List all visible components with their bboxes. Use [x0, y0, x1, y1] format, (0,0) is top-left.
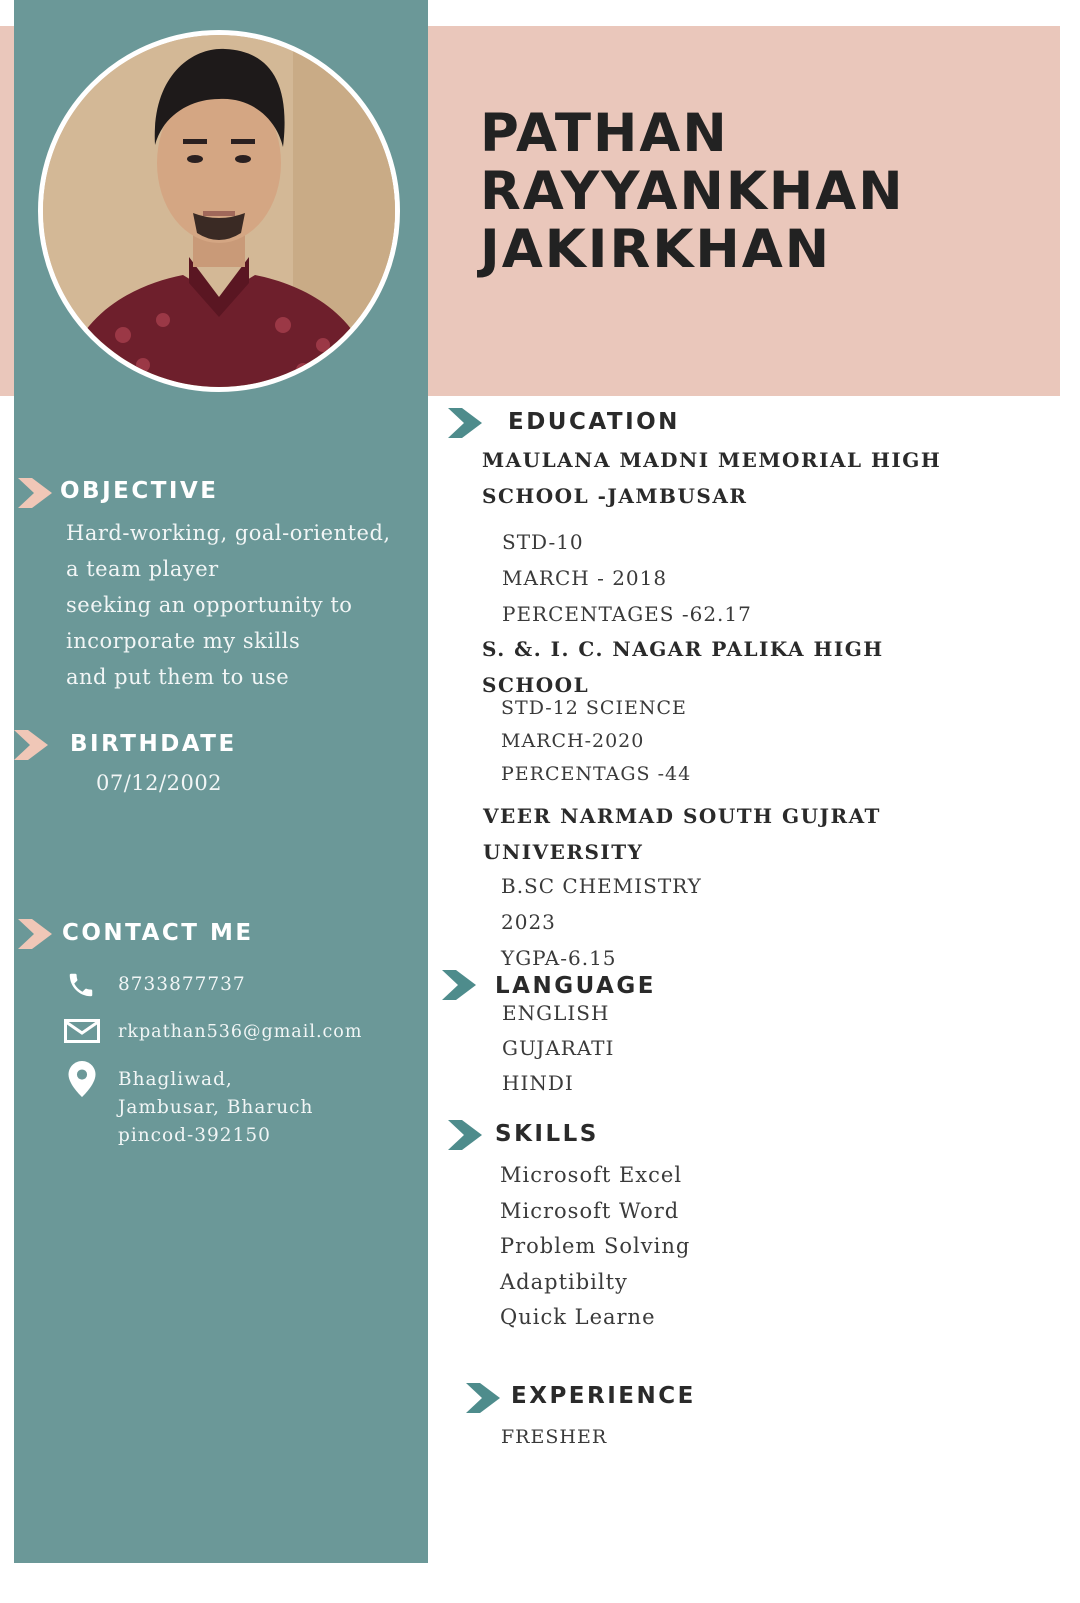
objective-text [66, 515, 391, 695]
address-line: pincod-392150 [118, 1125, 271, 1146]
education-entry [482, 442, 941, 514]
language-item: GUJARATI [502, 1036, 615, 1060]
address-line: Bhagliwad, [118, 1069, 233, 1090]
education-detail: 2023 [501, 910, 556, 934]
education-details [502, 524, 752, 632]
chevron-arrow-icon [442, 970, 476, 1000]
location-pin-icon [68, 1061, 96, 1097]
chevron-arrow-icon [466, 1383, 500, 1413]
school-name: S. &. I. C. NAGAR PALIKA HIGH [482, 637, 884, 661]
school-name: MAULANA MADNI MEMORIAL HIGH [482, 448, 942, 472]
education-detail: B.SC CHEMISTRY [501, 874, 702, 898]
language-item: ENGLISH [502, 1001, 610, 1025]
chevron-arrow-icon [448, 1120, 482, 1150]
skill-item: Microsoft Excel [500, 1163, 683, 1187]
envelope-icon [64, 1019, 100, 1043]
email-address: rkpathan536@gmail.com [118, 1022, 363, 1042]
name-line: RAYYANKHAN [480, 161, 905, 222]
education-details [501, 692, 691, 791]
contact-heading: CONTACT ME [62, 920, 254, 946]
education-details [501, 868, 702, 976]
education-entry [483, 798, 881, 870]
objective-line: incorporate my skills [66, 629, 301, 653]
education-heading: EDUCATION [508, 409, 680, 435]
experience-value: FRESHER [501, 1426, 608, 1448]
address-line: Jambusar, Bharuch [118, 1097, 314, 1118]
objective-line: and put them to use [66, 665, 290, 689]
profile-photo [38, 30, 400, 392]
school-name: UNIVERSITY [483, 840, 644, 864]
phone-number: 8733877737 [118, 974, 246, 995]
language-heading: LANGUAGE [495, 973, 656, 999]
objective-line: a team player [66, 557, 219, 581]
resume-name [480, 105, 1040, 279]
education-detail: YGPA-6.15 [501, 946, 617, 970]
objective-heading: OBJECTIVE [60, 478, 219, 504]
skills-list [500, 1158, 690, 1336]
address-block [118, 1066, 313, 1150]
skill-item: Quick Learne [500, 1305, 656, 1329]
school-name: VEER NARMAD SOUTH GUJRAT [483, 804, 881, 828]
skill-item: Adaptibilty [500, 1269, 628, 1294]
experience-heading: EXPERIENCE [511, 1383, 696, 1409]
skill-item: Microsoft Word [500, 1198, 680, 1223]
education-detail: STD-12 SCIENCE [501, 697, 687, 719]
chevron-arrow-icon [18, 478, 52, 508]
language-list [502, 996, 614, 1101]
education-detail: STD-10 [502, 530, 584, 554]
education-detail: PERCENTAGES -62.17 [502, 602, 752, 626]
school-name: SCHOOL [482, 673, 590, 697]
education-detail: PERCENTAGS -44 [501, 763, 692, 785]
name-line: PATHAN [480, 103, 729, 164]
skill-item: Problem Solving [500, 1234, 691, 1258]
birthdate-heading: BIRTHDATE [70, 731, 237, 757]
education-detail: MARCH - 2018 [502, 566, 668, 590]
language-item: HINDI [502, 1071, 574, 1095]
phone-icon [66, 970, 96, 1000]
school-name: SCHOOL -JAMBUSAR [482, 484, 748, 508]
name-line: JAKIRKHAN [480, 219, 832, 280]
chevron-arrow-icon [18, 919, 52, 949]
education-detail: MARCH-2020 [501, 730, 645, 752]
chevron-arrow-icon [448, 408, 482, 438]
chevron-arrow-icon [14, 730, 48, 760]
objective-line: seeking an opportunity to [66, 593, 353, 617]
birthdate-value: 07/12/2002 [96, 771, 223, 795]
skills-heading: SKILLS [495, 1121, 599, 1147]
objective-line: Hard-working, goal-oriented, [66, 521, 391, 545]
